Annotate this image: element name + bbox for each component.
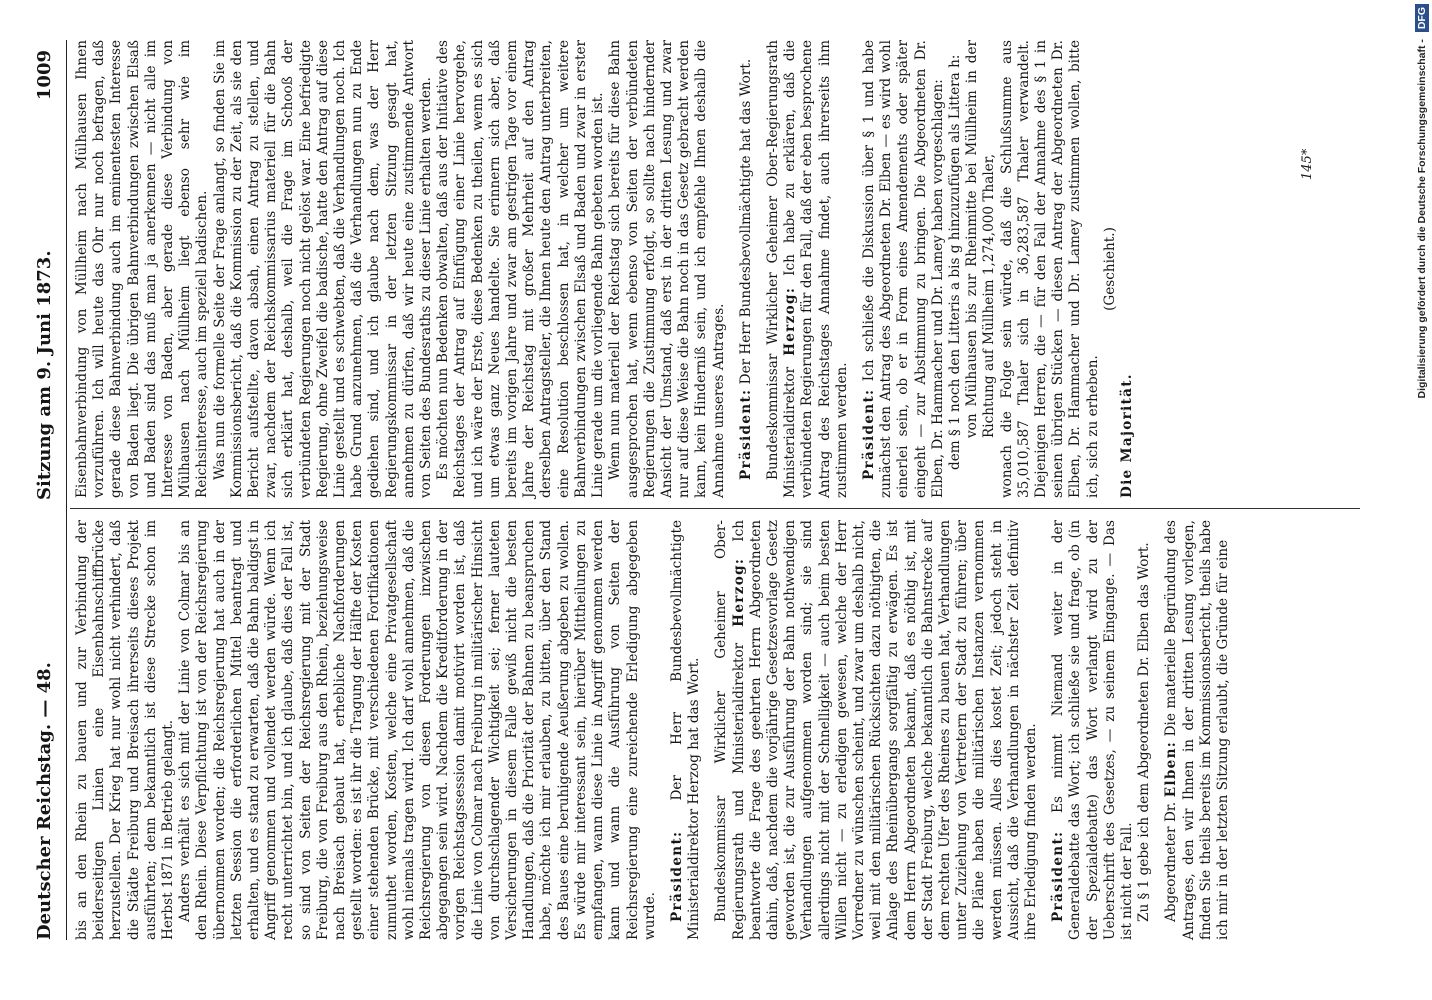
header-left: Deutscher Reichstag. — 48. bbox=[34, 662, 55, 940]
paragraph bbox=[1119, 40, 1136, 498]
paragraph bbox=[861, 40, 947, 498]
speaker-name: Präsident: bbox=[668, 830, 685, 922]
speech-text: Der Herr Bundesbevollmächtigte hat das Wort. bbox=[737, 58, 754, 385]
stage-direction: (Geschieht.) bbox=[1101, 227, 1118, 311]
speaker-name: Elben: bbox=[1163, 740, 1180, 798]
paragraph: Zu § 1 gebe ich dem Abgeordneten Dr. Elben das Wort. bbox=[1136, 542, 1153, 922]
column-left bbox=[74, 520, 1232, 940]
speech-text: Ich habe zu erklären, daß die verbündeten Regierungen für den Fall, daß der eben besprochene Antrag des Reichstages Annahme findet, auch ihrerseits ihm zustimmen werden. bbox=[782, 40, 850, 498]
paragraph: Eisenbahnverbindung von Müllheim nach Mülhausen Ihnen vorzuführen. Ich will heute das Ohr nur noch befragen, daß gerade diese Bahnverbindung auch im eminentesten Interesse von Baden liegt. Die übrigen Bahnverbindungen zwischen Elsaß und Baden sind das muß man ja anerkennen — nicht alle im Interesse von Baden, aber gerade diese Verbindung von Mülhausen nach Müllheim liegt ebenso sehr wie im Reichsinteresse, auch im speziell badischen. bbox=[74, 40, 211, 498]
speaker-title: Abgeordneter Dr. bbox=[1163, 801, 1180, 922]
speaker-title: Bundeskommissar Wirklicher Geheimer Ober-Regierungsrath Ministerialdirektor bbox=[764, 40, 799, 498]
quoted-motion: von Mülhausen bis zur Rheinmitte bei Müllheim in der Richtung auf Müllheim 1,274,000 Thaler, bbox=[964, 40, 998, 438]
speaker-name: Präsident: bbox=[737, 388, 754, 480]
page-number: 1009 bbox=[34, 50, 55, 101]
paragraph: bis an den Rhein zu bauen und zur Verbindung der beiderseitigen Linien eine Eisenbahnschiffbrücke herzustellen. Der Krieg hat nur wohl nicht verhindert, daß die Städte Freiburg und Breisach ihrerseits dieses Projekt ausführten; denn bekanntlich ist diese Strecke schon im Herbst 1871 in Betrieb gelangt. bbox=[74, 520, 177, 940]
speaker-name: Herzog: bbox=[782, 286, 799, 356]
speaker-name: Herzog: bbox=[730, 557, 747, 627]
column-right bbox=[74, 40, 1136, 498]
speech-text: Die materielle Begründung des Antrages, den wir Ihnen in der dritten Lesung vorlegen, finden Sie theils bereits im Kommissionsbericht, theils habe ich mir in der letzten Sitzung erlaubt, die Gründe für eine bbox=[1163, 519, 1231, 940]
header-rule bbox=[66, 40, 67, 940]
paragraph bbox=[738, 40, 755, 498]
speaker-name: Präsident: bbox=[860, 388, 877, 480]
dfg-logo: DFG bbox=[1415, 4, 1429, 32]
result-text: Die Majorität. bbox=[1118, 373, 1135, 498]
speech-text: Ich schließe die Diskussion über § 1 und habe zunächst den Antrag des Abgeordneten Dr. Elben — es wird wohl einerlei sein, ob er in Form eines Amendements oder später eingeht — zur Abstimmung zu bringen. Die Abgeordneten Dr. Elben, Dr. Hammacher und Dr. Lamey haben vorgeschlagen: bbox=[860, 40, 946, 498]
paragraph bbox=[765, 40, 851, 498]
speaker-title: Bundeskommissar Wirklicher Geheimer Ober-Regierungsrath und Ministerialdirektor bbox=[713, 520, 747, 940]
speaker-name: Präsident: bbox=[1050, 830, 1067, 922]
quoted-motion: dem § 1 noch den Litteris a bis g hinzuzufügen als Littera h: bbox=[946, 54, 963, 470]
digitization-sidebar bbox=[1412, 0, 1432, 1000]
speech-text: Ich beantworte die Frage des geehrten Herrn Abgeordneten dahin, daß, nachdem die vorjährige Gesetzesvorlage Gesetz geworden ist, die zur Ausführung der Bahn nothwendigen Verhandlungen aufgenommen worden sind; sie sind allerdings nicht mit der Schnelligkeit — auch beim besten Willen nicht — zu erledigen gewesen, welche der Herr Vorredner zu wünschen scheint, und zwar um deshalb nicht, weil mit den militärischen Rücksichten dazu nöthigten, die Anlage des Rheinübergangs sorgfältig zu erwägen. Es ist dem Herrn Abgeordneten bekannt, daß es nöthig ist, mit der Stadt Freiburg, welche bekanntlich die Bahnstrecke auf dem rechten Ufer des Rheines zu bauen hat, Verhandlungen unter Zuziehung von Vertretern der Stadt zu führen; über die Pläne haben die militärischen Instanzen vernommen werden müssen. Alles dies kostet Zeit; jedoch steht in Aussicht, daß die Verhandlungen in nächster Zeit definitiv ihre Erledigung finden werden. bbox=[730, 520, 1039, 940]
paragraph: Was nun die formelle Seite der Frage anlangt, so finden Sie im Kommissionsbericht, daß die Kommission zu der Zeit, als sie den Bericht aufstellte, davon absah, einen Antrag zu stellen, und zwar, nachdem der Reichskommissarius materiell für die Bahn sich erklärt hat, deshalb, weil die Frage im Schooß der verbündeten Regierungen noch nicht gelöst war. Eine befriedigte Regierung, ohne Zweifel die badische, hatte den Antrag auf diese Linie gestellt und es schwebten, daß die Verhandlungen noch. Ich habe Grund anzunehmen, daß die Verhandlungen nun zu Ende gediehen sind, und ich glaube nach dem, was der Herr Regierungskommissar in der letzten Sitzung gesagt hat, annehmen zu dürfen, daß wir heute eine zustimmende Antwort von Seiten des Bundesraths zu dieser Linie erhalten werden. bbox=[211, 40, 435, 498]
paragraph: Wenn nun materiell der Reichstag sich bereits für diese Bahn ausgesprochen hat, wenn ebenso von Seiten der verbündeten Regierungen die Zustimmung erfolgt, so sollte nach hindernder Ansicht der Umstand, daß erst in der dritten Lesung und zwar nur auf diese Weise die Bahn noch in das Gesetz gebracht werden kann, kein Hinderniß sein, und ich empfehle Ihnen deshalb die Annahme unseres Antrages. bbox=[607, 40, 727, 498]
paragraph bbox=[1163, 520, 1232, 940]
speech-text: Es nimmt Niemand weiter in der Generaldebatte das Wort; ich schließe sie und frage, ob (in der Spezialdebatte) das Wort verlangt wird zu der Ueberschrift des Gesetzes, — zu seinem Eingange. — Das ist nicht der Fall. bbox=[1050, 520, 1135, 940]
column-divider bbox=[70, 508, 1360, 509]
header-right: Sitzung am 9. Juni 1873. bbox=[34, 250, 55, 500]
paragraph bbox=[1050, 520, 1136, 940]
digitization-notice: Digitalisierung gefördert durch die Deutsche Forschungsgemeinschaft - bbox=[1416, 39, 1428, 399]
speech-text: Der Herr Bundesbevollmächtigte Ministerialdirektor Herzog hat das Wort. bbox=[668, 520, 703, 940]
paragraph: Es möchten nun Bedenken obwalten, daß aus der Initiative des Reichstages der Antrag auf Einfügung einer Linie hervorgehe, und ich wäre der Erste, diese Bedenken zu theilen, wenn es sich um etwas ganz Neues handelte. Sie erinnern sich aber, daß bereits im vorigen Jahre und zwar am gestrigen Tage vor einem Jahre der Reichstag mit großer Mehrheit auf den Antrag derselben Antragsteller, die Ihnen heute den Antrag unterbreiten, eine Resolution beschlossen hat, in welcher um weitere Bahnverbindungen zwischen Elsaß und Baden und zwar in erster Linie gerade um die vorliegende Bahn gebeten worden ist. bbox=[435, 40, 607, 498]
signature-mark: 145* bbox=[1300, 148, 1315, 180]
paragraph bbox=[669, 520, 703, 940]
paragraph: Anders verhält es sich mit der Linie von Colmar bis an den Rhein. Diese Verpflichtung ist von der Reichsregierung übernommen worden; die Reichsregierung hat auch in der letzten Session die erforderlichen Mittel beantragt und erhalten, und es stand zu erwarten, daß die Bahn baldigst in Angriff genommen und vollendet werden würde. Wenn ich recht unterrichtet bin, und ich glaube, daß dies der Fall ist, so sind von Seiten der Reichsregierung mit der Stadt Freiburg, die von Freiburg aus den Rhein, beziehungsweise nach Breisach gebaut hat, erhebliche Nachforderungen gestellt worden: es ist ihr die Tragung der Hälfte der Kosten einer stehenden Brücke, mit verschiedenen Fortifikationen zumuthet worden, Kosten, welche eine Privatgesellschaft wohl niemals tragen wird. Ich darf wohl annehmen, daß die Reichsregierung von diesen Forderungen inzwischen abgegangen sein wird. Nachdem die Kreditforderung in der vorigen Reichstagssession damit motivirt worden ist, daß die Linie von Colmar nach Freiburg in militärischer Hinsicht von durchschlagender Wichtigkeit sei; ferner lauteten Versicherungen in diesem Falle gewiß nicht die besten Handlungen, daß die Priorität der Bahnen zu beanspruchen habe, möchte ich mir erlauben, zu bitten, über den Stand des Baues eine beruhigende Aeußerung abgeben zu wollen. Es würde mir interessant sein, hierüber Mittheilungen zu empfangen, wann diese Linie in Angriff genommen werden kann und wann die Ausführung von Seiten der Reichsregierung eine zureichende Erledigung abgegeben wurde. bbox=[177, 520, 658, 940]
paragraph bbox=[713, 520, 1040, 940]
paragraph: wonach die Folge sein würde, daß die Schlußsumme aus 35,010,587 Thaler sich in 36,283,587 Thaler verwandelt. Diejenigen Herren, die — für den Fall der Annahme des § 1 in seinen übrigen Stücken — diesen Antrag der Abgeordneten Dr. Elben, Dr. Hammacher und Dr. Lamey zustimmen wollen, bitte ich, sich zu erheben. bbox=[998, 40, 1101, 498]
